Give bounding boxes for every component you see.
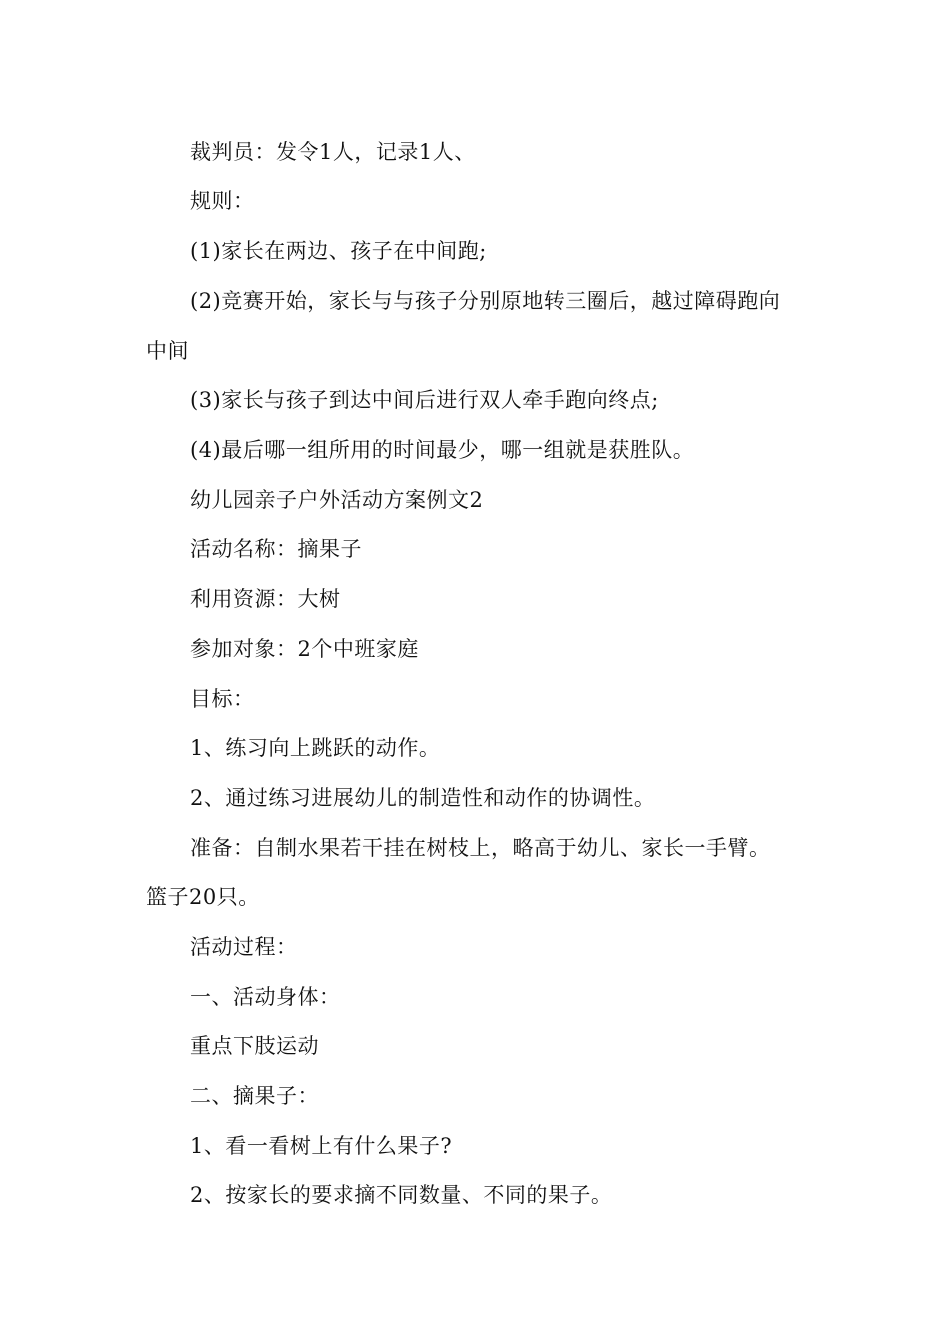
step-2-item-1: 1、看一看树上有什么果子? <box>190 1134 453 1158</box>
step-1-detail: 重点下肢运动 <box>190 1034 319 1058</box>
section-title: 幼儿园亲子户外活动方案例文2 <box>190 488 484 512</box>
goals-heading: 目标： <box>190 687 255 711</box>
rule-2: (2)竞赛开始，家长与与孩子分别原地转三圈后，越过障碍跑向 <box>190 289 781 313</box>
rules-heading: 规则： <box>190 189 255 213</box>
activity-name: 活动名称：摘果子 <box>190 537 362 561</box>
goal-2: 2、通过练习进展幼儿的制造性和动作的协调性。 <box>190 786 656 810</box>
rule-2-continuation: 中间 <box>146 339 189 363</box>
preparation-continuation: 篮子20只。 <box>146 885 260 909</box>
step-2-heading: 二、摘果子： <box>190 1084 319 1108</box>
step-1-heading: 一、活动身体： <box>190 985 341 1009</box>
process-heading: 活动过程： <box>190 935 298 959</box>
resources-line: 利用资源：大树 <box>190 587 341 611</box>
participants-line: 参加对象：2个中班家庭 <box>190 637 419 661</box>
rule-1: (1)家长在两边、孩子在中间跑; <box>190 239 487 263</box>
step-2-item-2: 2、按家长的要求摘不同数量、不同的果子。 <box>190 1183 613 1207</box>
preparation-line: 准备：自制水果若干挂在树枝上，略高于幼儿、家长一手臂。 <box>190 836 771 860</box>
goal-1: 1、练习向上跳跃的动作。 <box>190 736 441 760</box>
referee-line: 裁判员：发令1人，记录1人、 <box>190 140 476 164</box>
rule-3: (3)家长与孩子到达中间后进行双人牵手跑向终点; <box>190 388 659 412</box>
rule-4: (4)最后哪一组所用的时间最少，哪一组就是获胜队。 <box>190 438 695 462</box>
